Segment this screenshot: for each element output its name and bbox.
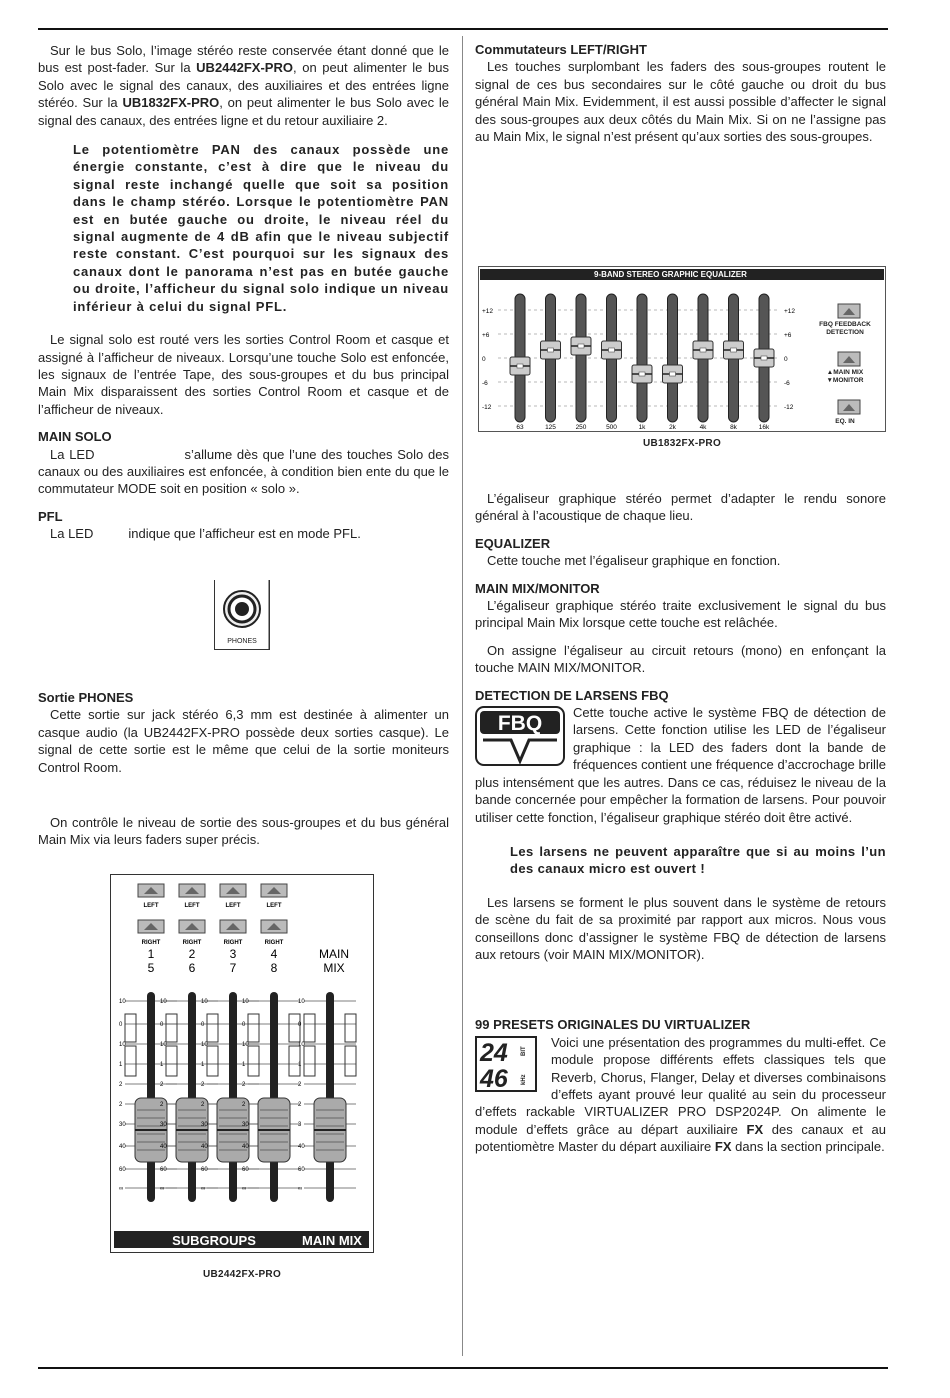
fader-scale-label: 30 bbox=[201, 1122, 208, 1128]
column-divider bbox=[462, 36, 463, 1356]
graphic-eq-figure bbox=[478, 266, 886, 438]
subgroup-number-top: 1 bbox=[147, 947, 155, 961]
figure-caption-ub1832: UB1832FX-PRO bbox=[642, 438, 722, 449]
paragraph-eq: L’égaliseur graphique stéréo permet d’adapter le rendu sonore général à l’acoustique de chaque lieu. bbox=[475, 491, 886, 524]
fader-scale-label: 40 bbox=[242, 1144, 249, 1150]
fbq-block bbox=[475, 704, 886, 826]
heading-presets: 99 PRESETS ORIGINALES DU VIRTUALIZER bbox=[475, 1017, 751, 1033]
subgroup-number-bottom: 7 bbox=[229, 961, 237, 975]
fader-scale-label: 2 bbox=[298, 1102, 302, 1108]
subgroup-fader-track bbox=[188, 992, 196, 1202]
fader-scale-label: 1 bbox=[242, 1062, 246, 1068]
main-solo-text: s’allume dès que l’une des touches Solo des canaux ou des auxiliaires est enfoncée, à condition bien ente du que le commutateur MODE soit en position « solo ». bbox=[38, 446, 449, 497]
paragraph-presets: Voici une présentation des programmes du multi-effet. Ce module propose différents effets classiques tels que Reverb, Chorus, Flanger, Delay et diverses combinaisons d’effets ayant prouvé leur qualité au sein du processeur d’effets rackable VIRTUALIZER PRO DSP2024P. On alimente le module d’effets grâce au départ auxiliaire FX des canaux et au potentiomètre Master du départ auxiliaire FX dans la section principale. bbox=[475, 1034, 886, 1155]
badge-24: 24 bbox=[480, 1038, 508, 1067]
badge-khz: kHz bbox=[521, 1074, 527, 1085]
phones-label: PHONES bbox=[227, 638, 257, 645]
eq-scale-label-right: -6 bbox=[784, 380, 790, 387]
fader-scale-label: 10 bbox=[160, 999, 167, 1005]
fader-scale-label: ∞ bbox=[242, 1186, 247, 1192]
fader-scale-label: 3 bbox=[298, 1122, 302, 1128]
subgroup-fader-figure bbox=[110, 874, 374, 1254]
fader-scale-label: 10 bbox=[298, 1042, 305, 1048]
eq-band-track bbox=[668, 294, 678, 422]
paragraph-main-solo bbox=[38, 446, 449, 498]
subgroup-number-top: 4 bbox=[270, 947, 278, 961]
heading-left-right: Commutateurs LEFT/RIGHT bbox=[475, 42, 647, 57]
main-solo-lead: La LED bbox=[50, 446, 95, 462]
bottom-rule bbox=[38, 1367, 888, 1369]
right-button-label: RIGHT bbox=[141, 940, 161, 946]
fader-scale-label: 2 bbox=[119, 1102, 123, 1108]
subgroup-number-bottom: 6 bbox=[188, 961, 196, 975]
fader-scale-label: 1 bbox=[119, 1062, 123, 1068]
eq-scale-label-left: +12 bbox=[482, 308, 494, 315]
badge-bit: BIT bbox=[521, 1046, 527, 1056]
presets-block bbox=[475, 1034, 886, 1156]
subgroup-fader-track bbox=[270, 992, 278, 1202]
subgroup-fader-track bbox=[229, 992, 237, 1202]
fader-scale-label: 10 bbox=[242, 1042, 249, 1048]
fader-scale-label: 2 bbox=[201, 1082, 205, 1088]
fader-scale-label: 40 bbox=[201, 1144, 208, 1150]
eq-title: 9-BAND STEREO GRAPHIC EQUALIZER bbox=[594, 270, 747, 279]
fader-scale-label: 0 bbox=[242, 1022, 246, 1028]
subgroup-number-bottom: 5 bbox=[147, 961, 155, 975]
badge-46: 46 bbox=[480, 1064, 508, 1092]
pfl-text: indique que l’afficheur est en mode PFL. bbox=[128, 526, 361, 542]
fader-scale-label: 0 bbox=[201, 1022, 205, 1028]
fader-scale-label: 40 bbox=[160, 1144, 167, 1150]
note-pan: Le potentiomètre PAN des canaux possède une énergie constante, c’est à dire que le niveau du signal reste inchangé quelle que soit sa position dans le champ stéréo. Lorsque le potentiomètre PAN est en butée gauche ou droite, le niveau réel du signal augmente de 4 dB afin que le niveau subjectif reste constant. C’est pourquoi sur les signaux des canaux dont le panorama n’est pas en butée gauche ou droite, l’afficheur du signal solo indique un niveau inférieur à celui du signal PFL. bbox=[73, 142, 449, 314]
eq-freq-label: 250 bbox=[575, 424, 587, 431]
paragraph-left-right: Les touches surplombant les faders des sous-groupes routent le signal de ces bus secondaires sur le côté gauche ou droit du bus général Main Mix. Evidemment, il est aussi possible d’affecter le signal des sous-groupes aux deux côtés du Main Mix. Si on ne l’assigne pas au Main Mix, le signal n’est présent qu’aux sorties des sous-groupes. bbox=[475, 59, 886, 145]
paragraph-solo-bus: Sur le bus Solo, l’image stéréo reste conservée étant donné que le bus est post-fader. Sur la UB2442FX-PRO, on peut alimenter le bus Solo avec le signal des canaux, des auxiliaires et des entrées ligne stéréo. Sur la UB1832FX-PRO, on peut alimenter le bus Solo avec le signal des canaux, des entrées ligne et du retour auxiliaire 2. bbox=[38, 43, 449, 128]
fader-scale-label: 30 bbox=[160, 1122, 167, 1128]
fader-scale-label: 10 bbox=[119, 999, 126, 1005]
eq-scale-label-right: 0 bbox=[784, 356, 788, 363]
phones-jack-figure bbox=[214, 580, 270, 650]
paragraph-solo-routing: Le signal solo est routé vers les sorties Control Room et casque et assigné à l’afficheur de niveaux. Lorsqu’une touche Solo est enfoncée, les signaux de l’entrée Tape, des sous-groupes et du bus principal Main Mix disparaissent des sorties Control Room et casque et de l’afficheur de niveaux. bbox=[38, 332, 449, 417]
eq-mainmix-label-1: ▲MAIN MIX bbox=[826, 369, 864, 376]
paragraph-phones: Cette sortie sur jack stéréo 6,3 mm est destinée à alimenter un casque audio (la UB2442FX-PRO possède deux sorties casque). Le signal de cette sortie est le même que celui de la sortie moniteurs Control Room. bbox=[38, 707, 449, 775]
subgroup-number-top: 3 bbox=[229, 947, 237, 961]
subgroup-fader-svg bbox=[110, 874, 374, 1254]
eq-freq-label: 63 bbox=[516, 424, 524, 431]
paragraph-faders: On contrôle le niveau de sortie des sous-groupes et du bus général Main Mix via leurs faders super précis. bbox=[38, 815, 449, 848]
fader-scale-label: 10 bbox=[201, 999, 208, 1005]
fader-scale-label: 60 bbox=[298, 1167, 305, 1173]
heading-main-mix-monitor: MAIN MIX/MONITOR bbox=[475, 580, 600, 596]
fader-scale-label: 0 bbox=[160, 1022, 164, 1028]
fader-scale-label: 2 bbox=[160, 1082, 164, 1088]
eq-scale-label-right: -12 bbox=[784, 404, 794, 411]
eq-freq-label: 500 bbox=[606, 424, 617, 431]
graphic-eq-svg bbox=[478, 266, 886, 438]
eq-band-led bbox=[700, 348, 706, 352]
fader-scale-label: 1 bbox=[201, 1062, 205, 1068]
eq-mainmix-label-2: ▼MONITOR bbox=[826, 377, 864, 384]
fader-scale-label: 0 bbox=[298, 1022, 302, 1028]
left-button-label: LEFT bbox=[184, 903, 200, 909]
main-mix-label-2: MIX bbox=[323, 961, 345, 975]
fader-scale-label: 10 bbox=[298, 999, 305, 1005]
eq-freq-label: 8k bbox=[730, 424, 737, 431]
fader-scale-label: ∞ bbox=[160, 1186, 165, 1192]
eq-scale-label-left: 0 bbox=[482, 356, 486, 363]
fader-scale-label: 0 bbox=[119, 1022, 123, 1028]
fader-scale-label: 60 bbox=[242, 1167, 249, 1173]
subgroup-number-bottom: 8 bbox=[270, 961, 278, 975]
fader-scale-label: ∞ bbox=[201, 1186, 206, 1192]
heading-pfl: PFL bbox=[38, 508, 63, 524]
eq-scale-label-right: +6 bbox=[784, 332, 792, 339]
fader-scale-label: 60 bbox=[201, 1167, 208, 1173]
fader-scale-label: 2 bbox=[201, 1102, 205, 1108]
eq-fbq-button-label: FBQ FEEDBACK DETECTION bbox=[819, 321, 871, 336]
main-mix-label-1: MAIN bbox=[319, 947, 349, 961]
paragraph-larsen: Les larsens se forment le plus souvent dans le système de retours de scène du fait de sa proximité par rapport aux micros. Nous vous conseillons donc d’assigner le système FBQ de détection de larsens aux retours (voir MAIN MIX/MONITOR). bbox=[475, 894, 886, 962]
fader-scale-label: 30 bbox=[119, 1122, 126, 1128]
fader-scale-label: 1 bbox=[160, 1062, 164, 1068]
eq-freq-label: 4k bbox=[699, 424, 707, 431]
figure-caption-ub2442: UB2442FX-PRO bbox=[202, 1269, 282, 1280]
eq-band-led bbox=[578, 344, 584, 348]
heading-phones: Sortie PHONES bbox=[38, 690, 134, 705]
main-mix-bar-label: MAIN MIX bbox=[302, 1233, 362, 1248]
heading-equalizer: EQUALIZER bbox=[475, 535, 551, 551]
paragraph-fbq: Cette touche active le système FBQ de détection de larsens. Cette fonction utilise les LED de l’égaliseur graphique : la LED des faders dont la bande de fréquences contient une fréquence d’accrochage brille plus intensément que les autres. Dans ce cas, réduisez le niveau de la bande concernée pour empêcher la formation de larsens. Pour pouvoir utiliser cette fonction, l’égaliseur graphique stéréo doit être activé. bbox=[475, 705, 886, 825]
eq-band-led bbox=[517, 364, 523, 368]
fader-scale-label: 2 bbox=[160, 1102, 164, 1108]
right-button-label: RIGHT bbox=[223, 940, 243, 946]
heading-main-solo: MAIN SOLO bbox=[38, 429, 112, 445]
eq-mainmix-button-label bbox=[820, 369, 870, 385]
eq-band-track bbox=[576, 294, 586, 422]
left-column-lower bbox=[38, 689, 449, 849]
fader-scale-label: 30 bbox=[242, 1122, 249, 1128]
heading-fbq: DETECTION DE LARSENS FBQ bbox=[475, 687, 669, 703]
24bit-46khz-badge-icon bbox=[475, 1036, 537, 1092]
right-column bbox=[475, 41, 886, 145]
fader-scale-label: 10 bbox=[201, 1042, 208, 1048]
left-button-label: LEFT bbox=[225, 903, 241, 909]
eq-freq-label: 1k bbox=[638, 424, 646, 431]
fbq-logo-text: FBQ bbox=[497, 712, 543, 736]
eq-scale-label-right: +12 bbox=[784, 308, 796, 315]
eq-band-led bbox=[731, 348, 737, 352]
left-column bbox=[38, 42, 449, 543]
pfl-lead: La LED bbox=[50, 526, 94, 542]
fader-scale-label: 10 bbox=[160, 1042, 167, 1048]
eq-band-led bbox=[548, 348, 554, 352]
eq-band-led bbox=[670, 372, 676, 376]
left-button-label: LEFT bbox=[266, 903, 282, 909]
fader-scale-label: 60 bbox=[160, 1167, 167, 1173]
right-button-label: RIGHT bbox=[264, 940, 284, 946]
fader-scale-label: 60 bbox=[119, 1167, 126, 1173]
fader-scale-label: 10 bbox=[242, 999, 249, 1005]
fader-scale-label: 1 bbox=[298, 1062, 302, 1068]
paragraph-equalizer: Cette touche met l’égaliseur graphique en fonction. bbox=[487, 553, 781, 569]
right-column-lower bbox=[475, 490, 886, 1156]
eq-band-led bbox=[609, 348, 615, 352]
subgroups-bar-label: SUBGROUPS bbox=[172, 1233, 256, 1248]
eq-freq-label: 2k bbox=[669, 424, 676, 431]
note-larsen: Les larsens ne peuvent apparaître que si au moins l’un des canaux micro est ouvert ! bbox=[510, 843, 886, 877]
paragraph-pfl bbox=[38, 525, 449, 542]
eq-band-led bbox=[761, 356, 767, 360]
eq-scale-label-left: -6 bbox=[482, 380, 488, 387]
left-button-label: LEFT bbox=[143, 903, 159, 909]
eq-band-led bbox=[639, 372, 645, 376]
right-button-label: RIGHT bbox=[182, 940, 202, 946]
fader-scale-label: ∞ bbox=[298, 1186, 303, 1192]
eq-freq-label: 125 bbox=[545, 424, 556, 431]
paragraph-main-mix-2: On assigne l’égaliseur au circuit retours (mono) en enfonçant la touche MAIN MIX/MONITOR. bbox=[475, 642, 886, 676]
subgroup-fader-track bbox=[147, 992, 155, 1202]
top-rule bbox=[38, 28, 888, 30]
paragraph-main-mix-1: L’égaliseur graphique stéréo traite exclusivement le signal du bus principal Main Mix lorsque cette touche est relâchée. bbox=[475, 598, 886, 631]
fader-scale-label: 40 bbox=[119, 1144, 126, 1150]
fader-scale-label: 2 bbox=[242, 1102, 246, 1108]
main-mix-fader-track bbox=[326, 992, 334, 1202]
eq-panel-frame bbox=[479, 267, 886, 432]
subgroup-number-top: 2 bbox=[188, 947, 196, 961]
fader-scale-label: 2 bbox=[242, 1082, 246, 1088]
fader-scale-label: 40 bbox=[298, 1144, 305, 1150]
eq-scale-label-left: -12 bbox=[482, 404, 492, 411]
fader-scale-label: 2 bbox=[119, 1082, 123, 1088]
eq-band-track bbox=[637, 294, 647, 422]
eq-scale-label-left: +6 bbox=[482, 332, 490, 339]
eq-in-button-label: EQ. IN bbox=[835, 418, 855, 425]
fader-scale-label: 10 bbox=[119, 1042, 126, 1048]
fader-scale-label: ∞ bbox=[119, 1186, 124, 1192]
fbq-logo-icon bbox=[475, 706, 565, 766]
eq-freq-label: 16k bbox=[758, 424, 770, 431]
fader-scale-label: 2 bbox=[298, 1082, 302, 1088]
